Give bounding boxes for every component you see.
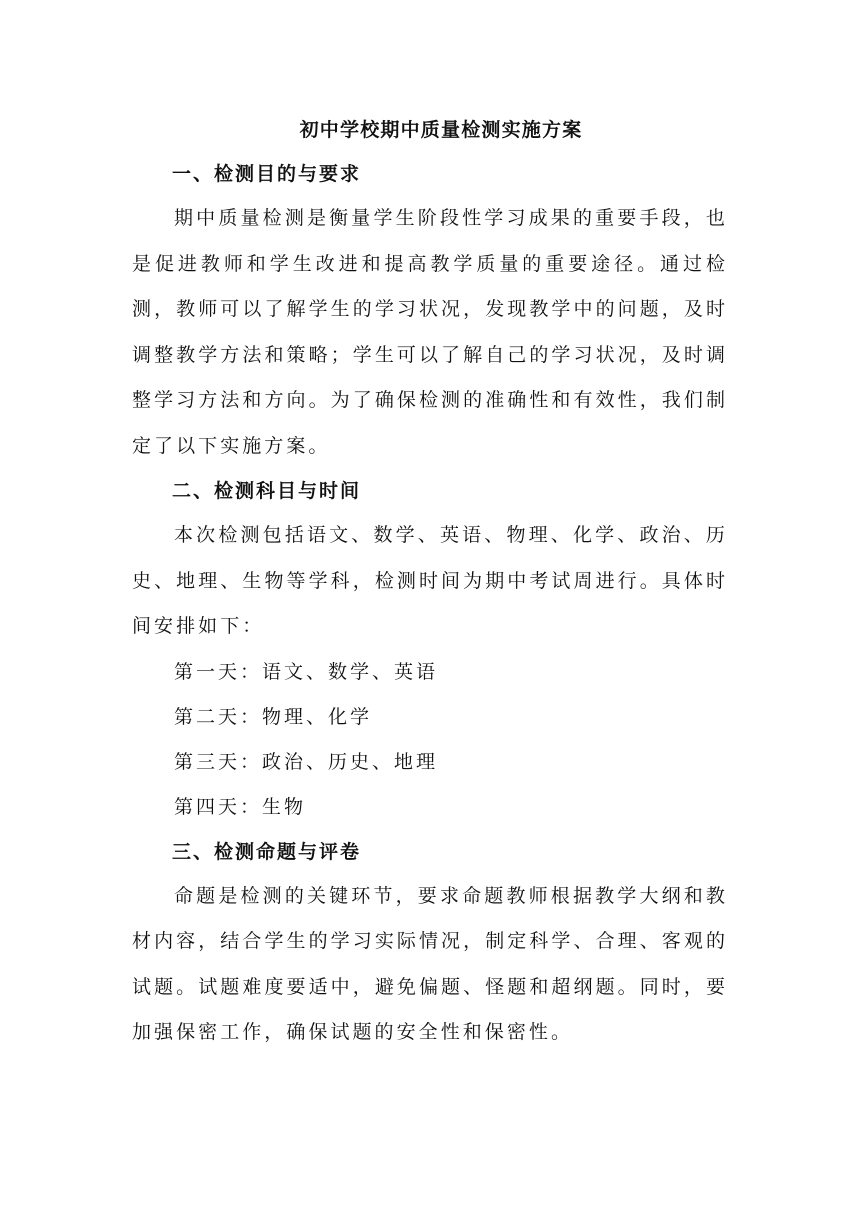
- section-3-heading: 三、检测命题与评卷: [172, 840, 362, 863]
- section-2-heading: 二、检测科目与时间: [172, 480, 362, 502]
- section-2-paragraph: 本次检测包括语文、数学、英语、物理、化学、政治、历史、地理、生物等学科，检测时间为期中考试周进行。具体时间安排如下：: [132, 524, 728, 637]
- section-1-paragraph: 期中质量检测是衡量学生阶段性学习成果的重要手段，也是促进教师和学生改进和提高教学质量的重要途径。通过检测，教师可以了解学生的学习状况，发现教学中的问题，及时调整教学方法和策略；学生可以了解自己的学习状况，及时调整学习方法和方向。为了确保检测的准确性和有效性，我们制定了以下实施方案。: [132, 207, 728, 457]
- schedule-day-4: 第四天：生物: [174, 795, 307, 818]
- section-3-paragraph: 命题是检测的关键环节，要求命题教师根据教学大纲和教材内容，结合学生的学习实际情况，制定科学、合理、客观的试题。试题难度要适中，避免偏题、怪题和超纲题。同时，要加强保密工作，确保试题的安全性和保密性。: [132, 884, 728, 1043]
- document-title: 初中学校期中质量检测实施方案: [299, 119, 583, 141]
- schedule-day-2: 第二天：物理、化学: [174, 705, 373, 728]
- schedule-day-1: 第一天：语文、数学、英语: [174, 660, 439, 683]
- section-1-heading: 一、检测目的与要求: [172, 163, 362, 185]
- schedule-day-3: 第三天：政治、历史、地理: [174, 750, 439, 773]
- document-body: [132, 108, 728, 1056]
